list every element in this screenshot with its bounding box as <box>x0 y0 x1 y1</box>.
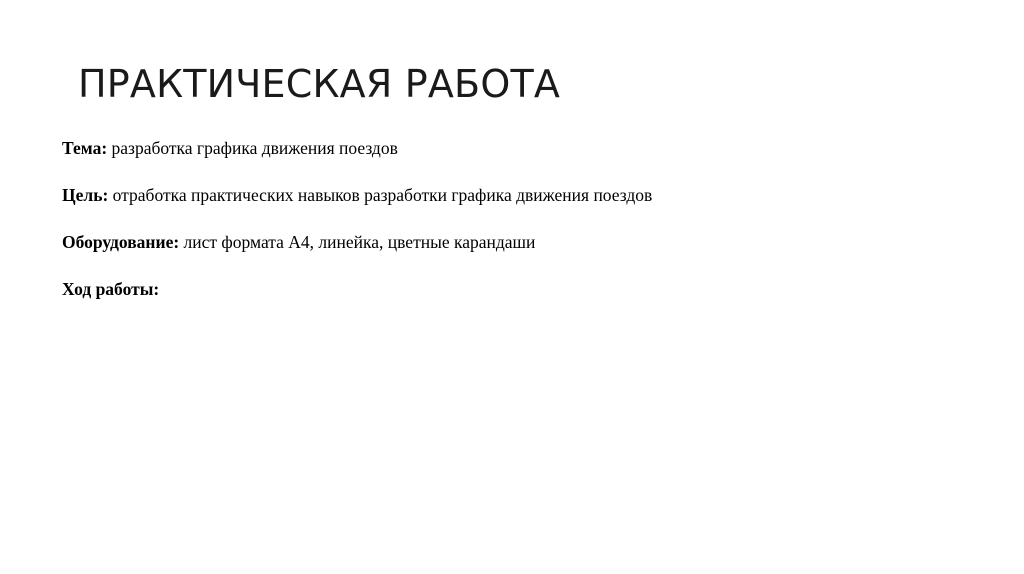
topic-label: Тема: <box>62 138 108 158</box>
procedure-label: Ход работы: <box>62 279 160 299</box>
goal-text: отработка практических навыков разработки графика движения поездов <box>108 185 653 205</box>
topic-line <box>62 136 962 160</box>
topic-text: разработка графика движения поездов <box>107 138 398 158</box>
procedure-line <box>62 277 962 301</box>
equipment-label: Оборудование: <box>62 232 180 252</box>
equipment-text: лист формата А4, линейка, цветные карандаши <box>179 232 536 252</box>
goal-line <box>62 183 962 207</box>
goal-label: Цель: <box>62 185 109 205</box>
slide-content <box>62 136 962 301</box>
equipment-line <box>62 230 962 254</box>
slide-title: ПРАКТИЧЕСКАЯ РАБОТА <box>78 62 561 106</box>
